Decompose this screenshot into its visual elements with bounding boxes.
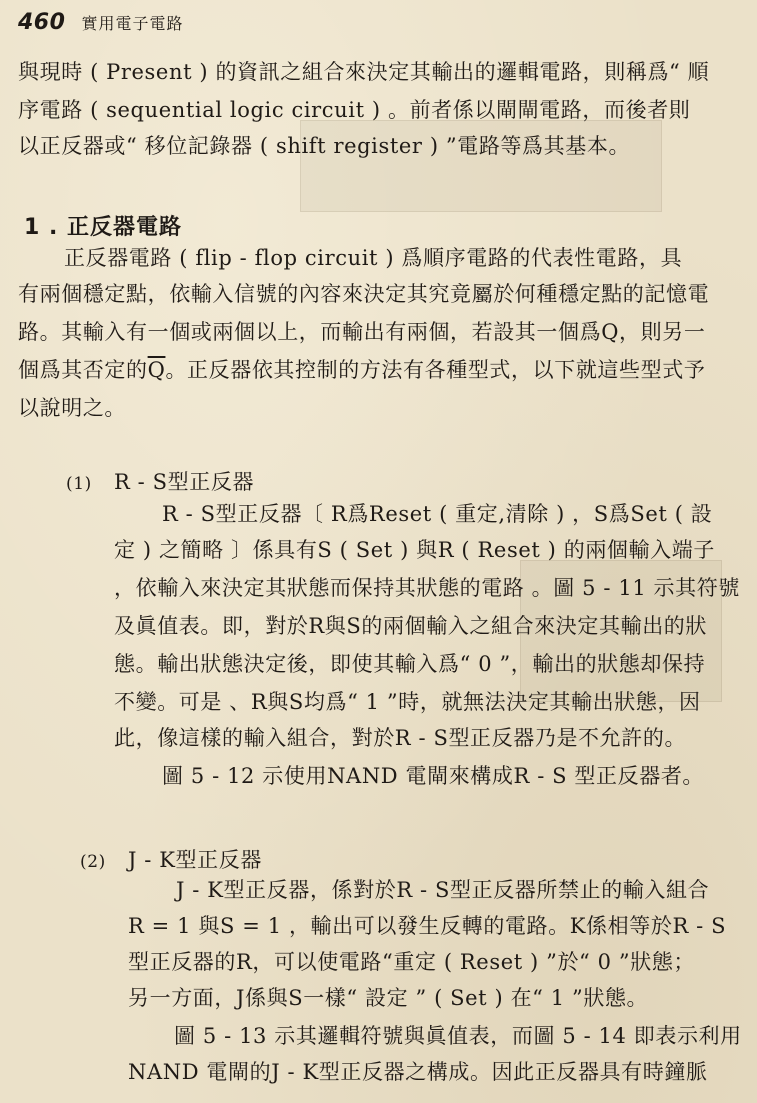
text-line bbox=[18, 356, 705, 384]
subsection-heading bbox=[80, 844, 262, 874]
text-line: 序電路 ( sequential logic circuit ) 。前者係以閘閘電路，而後者則 bbox=[18, 98, 691, 122]
text-line: 型正反器的R，可以使電路“重定 ( Reset ) ”於“ 0 ”狀態； bbox=[128, 950, 696, 974]
subsection-title: J - K型正反器 bbox=[128, 848, 262, 872]
text-line: NAND 電閘的J - K型正反器之構成。因此正反器具有時鐘脈 bbox=[128, 1060, 708, 1084]
text-line: 另一方面，J係與S一樣“ 設定 ” ( Set ) 在“ 1 ”狀態。 bbox=[128, 986, 649, 1010]
text-span: 個爲其否定的 bbox=[18, 358, 148, 382]
subsection-number: (1) bbox=[66, 474, 92, 494]
text-line: 以正反器或“ 移位記錄器 ( shift register ) ”電路等爲其基本。 bbox=[18, 134, 631, 158]
text-line: 以說明之。 bbox=[18, 396, 126, 420]
text-line: 與現時 ( Present ) 的資訊之組合來決定其輸出的邏輯電路，則稱爲“ 順 bbox=[18, 60, 710, 84]
text-line: R - S型正反器〔 R爲Reset ( 重定,清除 ) ，S爲Set ( 設 bbox=[162, 502, 713, 526]
subsection-heading bbox=[66, 466, 254, 496]
text-line: 及眞值表。即，對於R與S的兩個輸入之組合來決定其輸出的狀 bbox=[114, 614, 707, 638]
page-number: 460 bbox=[18, 10, 66, 35]
subsection-title: R - S型正反器 bbox=[114, 470, 255, 494]
q-bar-symbol: $\overline{Q}$ bbox=[147, 358, 166, 382]
subsection-number: (2) bbox=[80, 852, 106, 872]
text-line: J - K型正反器，係對於R - S型正反器所禁止的輸入組合 bbox=[176, 878, 710, 902]
text-line: 定 ) 之簡略 〕係具有S ( Set ) 與R ( Reset ) 的兩個輸入端子 bbox=[114, 538, 715, 562]
text-line: 此，像這樣的輸入組合，對於R - S型正反器乃是不允許的。 bbox=[114, 726, 687, 750]
text-line: R = 1 與S = 1 ，輸出可以發生反轉的電路。K係相等於R - S bbox=[128, 914, 727, 938]
text-line: 路。其輸入有一個或兩個以上，而輸出有兩個，若設其一個爲Q，則另一 bbox=[18, 320, 706, 344]
running-title: 實用電子電路 bbox=[81, 14, 184, 33]
section-heading: 1 . 正反器電路 bbox=[24, 215, 182, 240]
page-header bbox=[18, 10, 183, 40]
text-line: 有兩個穩定點，依輸入信號的內容來決定其究竟屬於何種穩定點的記憶電 bbox=[18, 282, 710, 306]
text-line: 態。輸出狀態決定後，即使其輸入爲“ 0 ”，輸出的狀態却保持 bbox=[114, 652, 706, 676]
text-line: 圖 5 - 12 示使用NAND 電閘來構成R - S 型正反器者。 bbox=[162, 764, 705, 788]
text-line: ，依輸入來決定其狀態而保持其狀態的電路 。圖 5 - 11 示其符號 bbox=[114, 576, 740, 600]
text-line: 不變。可是 、R與S均爲“ 1 ”時，就無法決定其輸出狀態，因 bbox=[114, 690, 701, 714]
text-line: 圖 5 - 13 示其邏輯符號與眞值表，而圖 5 - 14 即表示利用 bbox=[174, 1024, 742, 1048]
text-line: 正反器電路 ( flip - flop circuit ) 爲順序電路的代表性電路，具 bbox=[64, 246, 683, 270]
text-span: 。正反器依其控制的方法有各種型式，以下就這些型式予 bbox=[165, 358, 706, 382]
